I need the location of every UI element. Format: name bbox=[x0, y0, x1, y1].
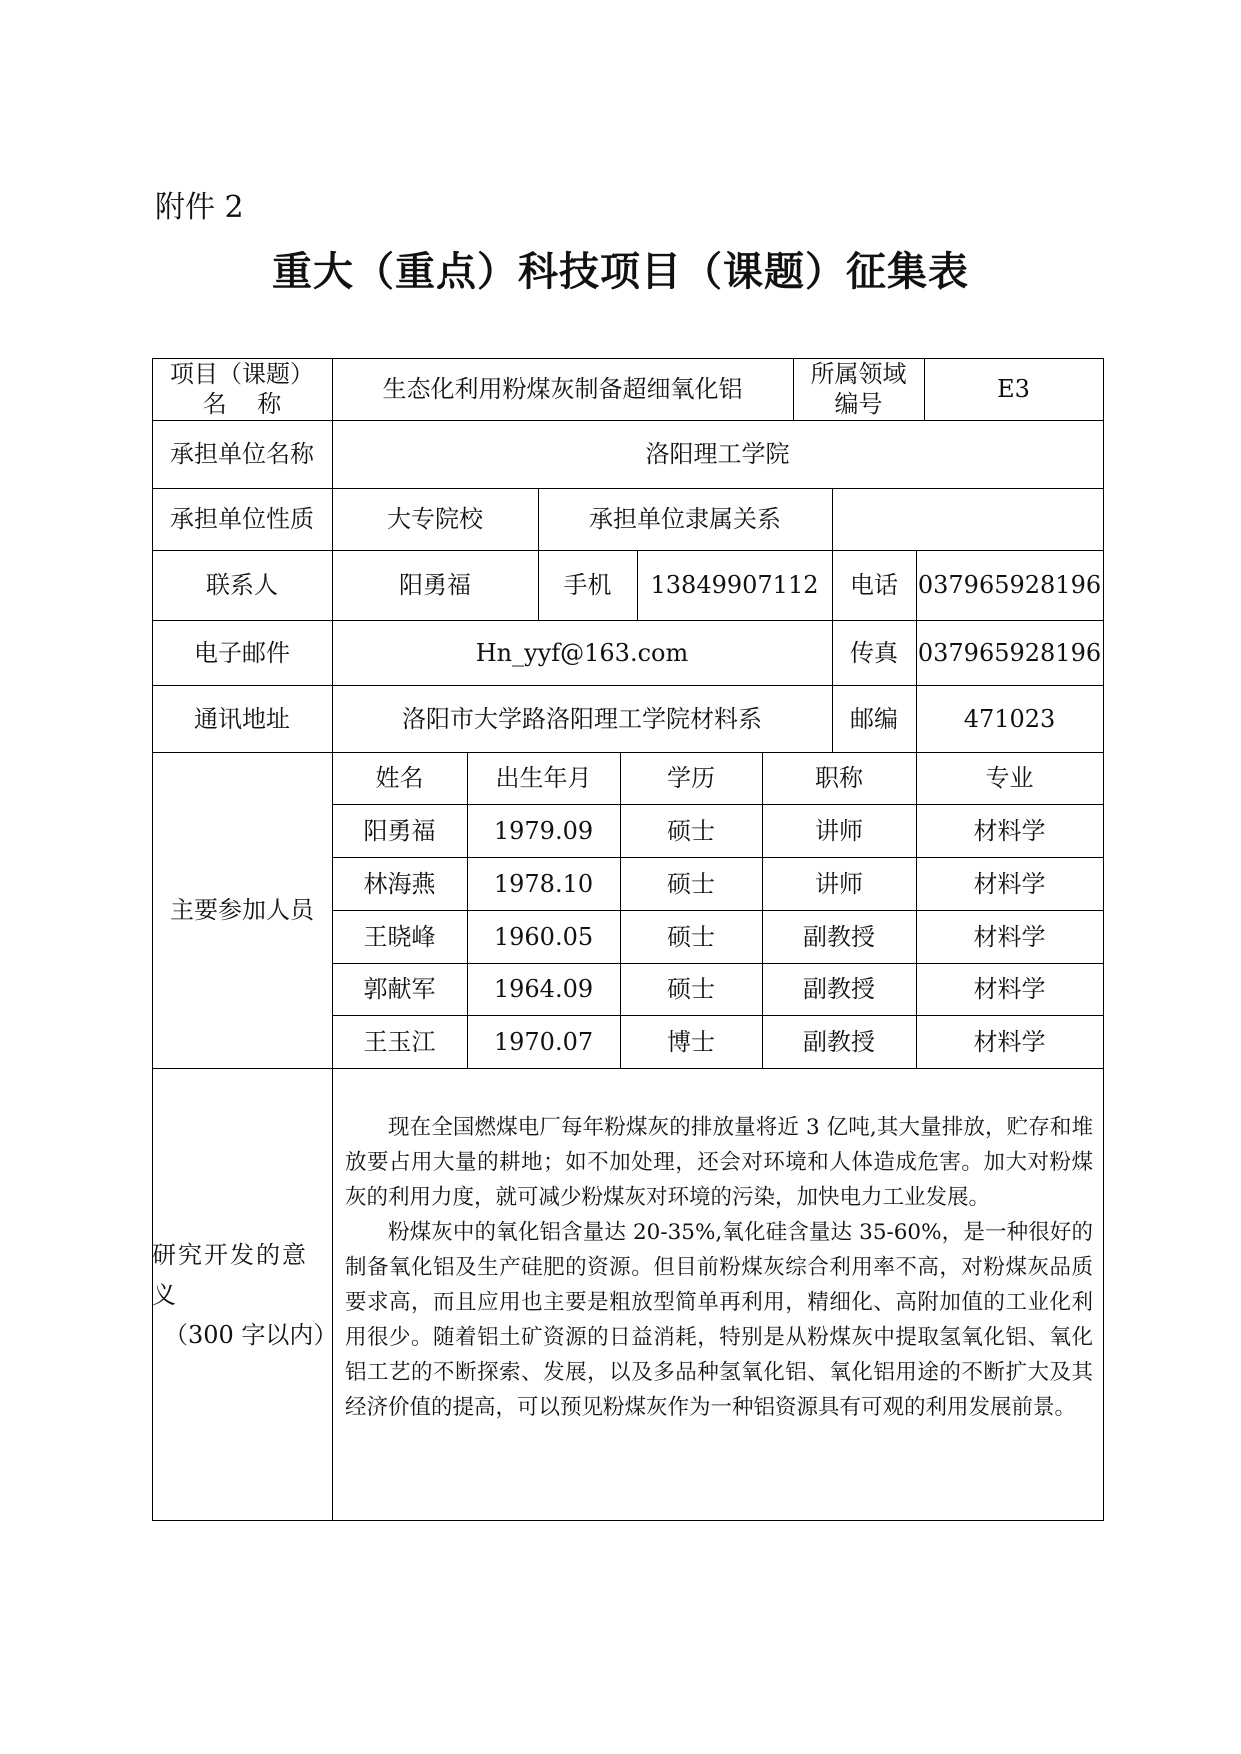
project-name-label-line1: 项目（课题） bbox=[170, 360, 314, 388]
significance-paragraph: 现在全国燃煤电厂每年粉煤灰的排放量将近 3 亿吨,其大量排放，贮存和堆放要占用大量的耕地；如不加处理，还会对环境和人体造成危害。加大对粉煤灰的利用力度，就可减少粉煤灰对环境的污染，加快电力工业发展。 bbox=[345, 1115, 1093, 1210]
project-name-value: 生态化利用粉煤灰制备超细氧化铝 bbox=[382, 375, 743, 403]
participant-major: 材料学 bbox=[973, 1027, 1046, 1056]
contact-label: 联系人 bbox=[206, 571, 278, 599]
mobile-value: 13849907112 bbox=[650, 571, 819, 599]
postcode-value: 471023 bbox=[963, 704, 1056, 733]
participant-major: 材料学 bbox=[973, 975, 1046, 1003]
participants-header-major: 专业 bbox=[985, 764, 1034, 792]
phone-label: 电话 bbox=[850, 571, 898, 599]
address-label: 通讯地址 bbox=[194, 704, 290, 733]
project-name-label-line2: 名 称 bbox=[202, 390, 282, 418]
project-name-label bbox=[152, 358, 332, 420]
participants-header-title: 职称 bbox=[815, 764, 863, 792]
participants-header-name: 姓名 bbox=[375, 764, 424, 792]
participant-major: 材料学 bbox=[973, 816, 1046, 845]
page-title: 重大（重点）科技项目（课题）征集表 bbox=[272, 249, 969, 295]
participant-birth: 1970.07 bbox=[493, 1027, 594, 1056]
participant-title: 讲师 bbox=[815, 816, 863, 845]
participant-title: 讲师 bbox=[815, 869, 863, 898]
participant-title: 副教授 bbox=[803, 922, 875, 951]
participant-title: 副教授 bbox=[803, 975, 875, 1003]
participants-label: 主要参加人员 bbox=[170, 896, 314, 924]
participant-name: 郭献军 bbox=[363, 975, 436, 1003]
participant-major: 材料学 bbox=[973, 869, 1046, 898]
significance-paragraph: 粉煤灰中的氧化铝含量达 20-35%,氧化硅含量达 35-60%，是一种很好的制备氧化铝及生产硅肥的资源。但目前粉煤灰综合利用率不高，对粉煤灰品质要求高，而且应用也主要是粗放型简单再利用，精细化、高附加值的工业化利用很少。随着铝土矿资源的日益消耗，特别是从粉煤灰中提取氢氧化铝、氧化铝工艺的不断探索、发展，以及多品种氢氧化铝、氧化铝用途的不断扩大及其经济价值的提高，可以预见粉煤灰作为一种铝资源具有可观的利用发展前景。 bbox=[345, 1220, 1093, 1420]
significance-label-line1: 研究开发的意 bbox=[152, 1241, 308, 1269]
phone-value: 037965928196 bbox=[917, 571, 1102, 599]
participant-name: 王玉江 bbox=[363, 1027, 436, 1056]
email-value[interactable]: Hn_yyf@163.com bbox=[475, 638, 689, 667]
participant-degree: 硕士 bbox=[667, 922, 715, 951]
fax-label: 传真 bbox=[850, 638, 898, 667]
participant-degree: 硕士 bbox=[667, 869, 715, 898]
participant-degree: 硕士 bbox=[667, 816, 715, 845]
significance-label-line3: （300 字以内） bbox=[164, 1321, 338, 1349]
significance-label-line2: 义 bbox=[152, 1281, 176, 1309]
attachment-label: 附件 2 bbox=[155, 190, 244, 225]
participant-birth: 1979.09 bbox=[493, 816, 594, 845]
field-code-value: E3 bbox=[997, 375, 1030, 403]
field-code-label bbox=[793, 358, 924, 420]
participant-degree: 博士 bbox=[667, 1027, 715, 1056]
field-code-label-line1: 所属领域 bbox=[810, 360, 907, 388]
unit-name-value: 洛阳理工学院 bbox=[645, 440, 790, 468]
participant-birth: 1964.09 bbox=[493, 975, 594, 1003]
participant-name: 林海燕 bbox=[363, 869, 436, 898]
participant-title: 副教授 bbox=[803, 1027, 875, 1056]
participant-birth: 1960.05 bbox=[493, 922, 594, 951]
unit-nature-value: 大专院校 bbox=[387, 505, 483, 533]
significance-text bbox=[345, 1110, 1093, 1425]
participant-major: 材料学 bbox=[973, 922, 1046, 951]
field-code-label-line2: 编号 bbox=[834, 390, 883, 418]
postcode-label: 邮编 bbox=[850, 704, 898, 733]
contact-value: 阳勇福 bbox=[399, 571, 471, 599]
unit-affiliation-label: 承担单位隶属关系 bbox=[589, 505, 781, 533]
unit-affiliation-value bbox=[832, 488, 1103, 550]
participant-birth: 1978.10 bbox=[493, 869, 594, 898]
fax-value: 037965928196 bbox=[917, 638, 1102, 667]
address-value: 洛阳市大学路洛阳理工学院材料系 bbox=[402, 704, 762, 733]
participants-header-birth: 出生年月 bbox=[495, 764, 592, 792]
unit-nature-label: 承担单位性质 bbox=[170, 505, 314, 533]
unit-name-label: 承担单位名称 bbox=[170, 440, 314, 468]
mobile-label: 手机 bbox=[563, 571, 612, 599]
significance-label bbox=[152, 1235, 338, 1355]
participants-header-degree: 学历 bbox=[667, 764, 715, 792]
email-label: 电子邮件 bbox=[194, 638, 290, 667]
participant-name: 阳勇福 bbox=[363, 816, 436, 845]
participant-name: 王晓峰 bbox=[363, 922, 436, 951]
participant-degree: 硕士 bbox=[667, 975, 715, 1003]
